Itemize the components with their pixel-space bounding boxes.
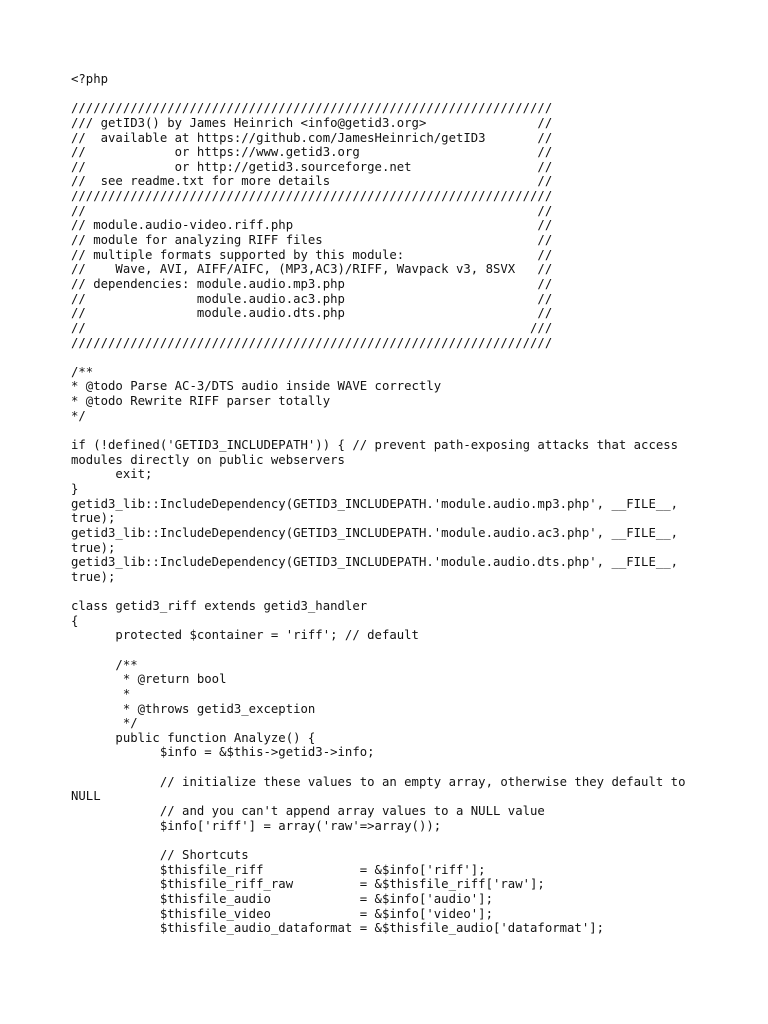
code-line: // Shortcuts (71, 847, 249, 862)
code-line: // multiple formats supported by this module: // (71, 247, 553, 262)
code-line: $info = &$this->getid3->info; (71, 745, 375, 760)
code-line: $thisfile_audio = &$info['audio']; (71, 891, 493, 906)
code-line: // module for analyzing RIFF files // (71, 233, 553, 248)
code-line (71, 350, 711, 365)
code-line: exit; (71, 467, 153, 482)
code-line: /** (71, 364, 94, 379)
code-line: { (71, 613, 79, 628)
code-line: // or http://getid3.sourceforge.net // (71, 159, 553, 174)
code-line: true); (71, 569, 116, 584)
code-line: // module.audio.dts.php // (71, 306, 553, 321)
code-line (71, 760, 711, 775)
code-line: // available at https://github.com/JamesHeinrich/getID3 // (71, 130, 553, 145)
code-line: $thisfile_riff = &$info['riff']; (71, 862, 486, 877)
code-line: // initialize these values to an empty array, otherwise they default to (71, 774, 686, 789)
code-line (71, 643, 711, 658)
code-line: // /// (71, 320, 553, 335)
code-line: $thisfile_riff_raw = &$thisfile_riff['raw']; (71, 877, 545, 892)
code-document (71, 72, 711, 936)
code-line: true); (71, 540, 116, 555)
code-line: ///////////////////////////////////////////////////////////////// (71, 189, 553, 204)
code-line: // dependencies: module.audio.mp3.php // (71, 276, 553, 291)
code-line: /// getID3() by James Heinrich <info@getid3.org> // (71, 115, 553, 130)
code-line: * (71, 686, 131, 701)
code-line: // or https://www.getid3.org // (71, 145, 553, 160)
code-line (71, 584, 711, 599)
code-line: $thisfile_video = &$info['video']; (71, 906, 493, 921)
code-line: /** (71, 657, 138, 672)
code-line (71, 423, 711, 438)
code-line: modules directly on public webservers (71, 452, 345, 467)
code-line: // // (71, 203, 553, 218)
code-line: */ (71, 716, 138, 731)
code-line: if (!defined('GETID3_INCLUDEPATH')) { // prevent path-exposing attacks that access (71, 438, 679, 453)
code-line: getid3_lib::IncludeDependency(GETID3_INCLUDEPATH.'module.audio.mp3.php', __FILE__, (71, 496, 679, 511)
code-line: class getid3_riff extends getid3_handler (71, 599, 368, 614)
code-line: protected $container = 'riff'; // default (71, 628, 419, 643)
code-line: * @todo Rewrite RIFF parser totally (71, 394, 331, 409)
code-line: true); (71, 511, 116, 526)
code-line: NULL (71, 789, 101, 804)
code-line: // Wave, AVI, AIFF/AIFC, (MP3,AC3)/RIFF, Wavpack v3, 8SVX // (71, 262, 553, 277)
code-line: */ (71, 408, 86, 423)
code-line (71, 833, 711, 848)
code-line: ///////////////////////////////////////////////////////////////// (71, 335, 553, 350)
code-line: <?php (71, 72, 109, 86)
code-line: // see readme.txt for more details // (71, 174, 553, 189)
code-line: getid3_lib::IncludeDependency(GETID3_INCLUDEPATH.'module.audio.dts.php', __FILE__, (71, 555, 679, 570)
code-line: } (71, 481, 79, 496)
code-line: public function Analyze() { (71, 730, 316, 745)
code-line (71, 87, 711, 102)
code-line: * @throws getid3_exception (71, 701, 316, 716)
code-line: getid3_lib::IncludeDependency(GETID3_INCLUDEPATH.'module.audio.ac3.php', __FILE__, (71, 525, 679, 540)
code-line: // module.audio-video.riff.php // (71, 218, 553, 233)
code-line: * @return bool (71, 672, 227, 687)
code-line: $thisfile_audio_dataformat = &$thisfile_audio['dataformat']; (71, 921, 605, 936)
code-line: * @todo Parse AC-3/DTS audio inside WAVE correctly (71, 379, 442, 394)
code-line: $info['riff'] = array('raw'=>array()); (71, 818, 442, 833)
code-line: // and you can't append array values to a NULL value (71, 804, 545, 819)
code-line: ///////////////////////////////////////////////////////////////// (71, 101, 553, 116)
code-line: // module.audio.ac3.php // (71, 291, 553, 306)
